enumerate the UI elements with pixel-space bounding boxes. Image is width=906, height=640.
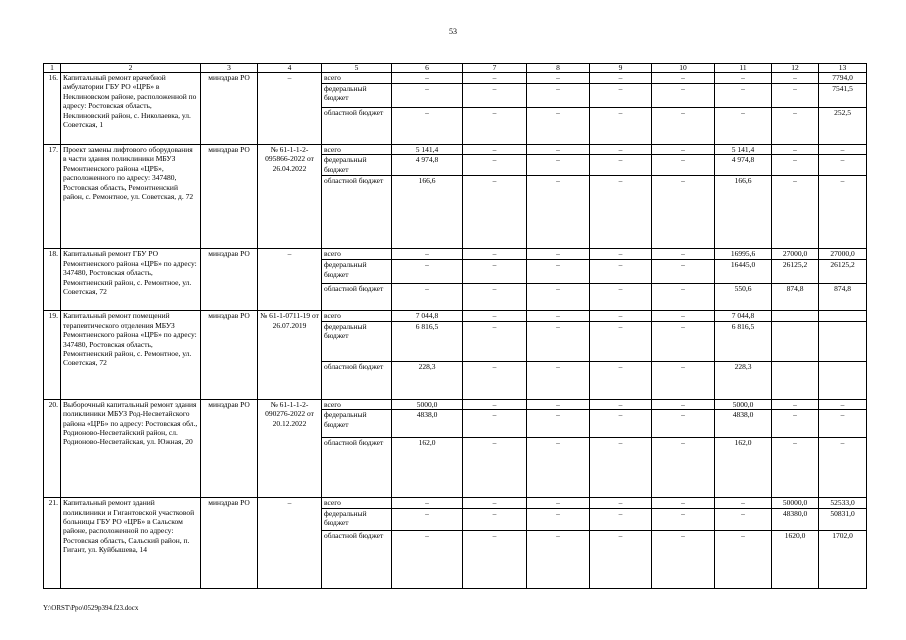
item-number: 20. xyxy=(44,399,61,497)
funding-source: федеральный бюджет xyxy=(322,321,392,361)
amount-cell: 7 044,8 xyxy=(715,311,772,321)
amount-cell: 26125,2 xyxy=(819,260,867,284)
amount-cell: – xyxy=(652,260,715,284)
amount-cell: – xyxy=(590,249,652,260)
funding-source: областной бюджет xyxy=(322,176,392,249)
amount-cell: – xyxy=(590,508,652,530)
funding-source: всего xyxy=(322,73,392,84)
amount-cell: – xyxy=(590,530,652,588)
object-name: Капитальный ремонт ГБУ РО Ремонтненского района «ЦРБ» по адресу: 347480, Ростовская область, Ремонтненский район, с. Ремонтное, ул. Советская, 72 xyxy=(61,249,201,311)
amount-cell: – xyxy=(772,176,819,249)
amount-cell: – xyxy=(590,145,652,155)
amount-cell: 7 044,8 xyxy=(392,311,463,321)
amount-cell: – xyxy=(463,155,527,176)
item-number: 16. xyxy=(44,73,61,145)
amount-cell: – xyxy=(772,145,819,155)
amount-cell: 5 141,4 xyxy=(715,145,772,155)
amount-cell: – xyxy=(392,73,463,84)
funding-source: федеральный бюджет xyxy=(322,508,392,530)
amount-cell: – xyxy=(590,284,652,311)
amount-cell: – xyxy=(463,438,527,498)
amount-cell: – xyxy=(772,155,819,176)
amount-cell: – xyxy=(527,84,590,108)
header-cell: 7 xyxy=(463,64,527,73)
amount-cell: 228,3 xyxy=(392,361,463,399)
amount-cell: 6 816,5 xyxy=(392,321,463,361)
amount-cell: – xyxy=(527,508,590,530)
page-number: 53 xyxy=(449,27,457,36)
amount-cell: 550,6 xyxy=(715,284,772,311)
item-number: 19. xyxy=(44,311,61,399)
amount-cell: – xyxy=(772,399,819,409)
object-name: Выборочный капитальный ремонт здания поликлиники МБУЗ Род-Несветайского района «ЦРБ» по адресу: Ростовская обл., Родионово-Несветайский район, сл. Родионово-Несветайская, ул. Южная, 20 xyxy=(61,399,201,497)
amount-cell: – xyxy=(463,249,527,260)
amount-cell: 1702,0 xyxy=(819,530,867,588)
object-name: Капитальный ремонт зданий поликлиники и Гигантовской участковой больницы ГБУ РО «ЦРБ» в Сальском районе, расположенной по адресу: Ростовская область, Сальский район, п. Гигант, ул. Куйбышева, 14 xyxy=(61,498,201,588)
amount-cell: – xyxy=(527,145,590,155)
table-row xyxy=(44,73,867,84)
amount-cell: – xyxy=(772,438,819,498)
item-number: 18. xyxy=(44,249,61,311)
amount-cell: – xyxy=(715,508,772,530)
amount-cell: – xyxy=(652,410,715,438)
amount-cell: – xyxy=(527,498,590,508)
amount-cell: – xyxy=(819,438,867,498)
amount-cell: – xyxy=(463,145,527,155)
amount-cell: – xyxy=(463,530,527,588)
funding-source: областной бюджет xyxy=(322,108,392,145)
amount-cell: – xyxy=(652,73,715,84)
amount-cell: 7794,0 xyxy=(819,73,867,84)
amount-cell: – xyxy=(715,73,772,84)
table-row xyxy=(44,145,867,155)
amount-cell: – xyxy=(652,438,715,498)
amount-cell: – xyxy=(819,176,867,249)
amount-cell: – xyxy=(527,438,590,498)
amount-cell: – xyxy=(652,108,715,145)
amount-cell: – xyxy=(590,361,652,399)
amount-cell xyxy=(772,321,819,361)
amount-cell: – xyxy=(819,155,867,176)
header-cell: 10 xyxy=(652,64,715,73)
amount-cell xyxy=(819,311,867,321)
header-cell: 1 xyxy=(44,64,61,73)
amount-cell xyxy=(819,321,867,361)
amount-cell: 4 974,8 xyxy=(715,155,772,176)
amount-cell: – xyxy=(527,410,590,438)
amount-cell: – xyxy=(463,108,527,145)
expertise-conclusion: – xyxy=(258,498,322,588)
amount-cell: – xyxy=(527,260,590,284)
funding-source: всего xyxy=(322,311,392,321)
amount-cell: 166,6 xyxy=(392,176,463,249)
expertise-conclusion: № 61-1-0711-19 от 26.07.2019 xyxy=(258,311,322,399)
amount-cell: – xyxy=(772,410,819,438)
amount-cell: 5000,0 xyxy=(715,399,772,409)
amount-cell: – xyxy=(590,260,652,284)
amount-cell: 6 816,5 xyxy=(715,321,772,361)
amount-cell: 166,6 xyxy=(715,176,772,249)
amount-cell: – xyxy=(590,311,652,321)
amount-cell: 50000,0 xyxy=(772,498,819,508)
responsible-org: минздрав РО xyxy=(201,73,258,145)
expertise-conclusion: № 61-1-1-2-090276-2022 от 20.12.2022 xyxy=(258,399,322,497)
amount-cell xyxy=(772,311,819,321)
amount-cell: 4838,0 xyxy=(392,410,463,438)
amount-cell: – xyxy=(652,399,715,409)
header-cell: 12 xyxy=(772,64,819,73)
amount-cell: 16445,0 xyxy=(715,260,772,284)
amount-cell: 1620,0 xyxy=(772,530,819,588)
header-cell: 8 xyxy=(527,64,590,73)
amount-cell: – xyxy=(463,361,527,399)
header-cell: 9 xyxy=(590,64,652,73)
funding-source: всего xyxy=(322,145,392,155)
amount-cell xyxy=(819,361,867,399)
column-number-header xyxy=(44,64,867,73)
expertise-conclusion: № 61-1-1-2-095866-2022 от 26.04.2022 xyxy=(258,145,322,249)
amount-cell: – xyxy=(527,155,590,176)
amount-cell: – xyxy=(819,145,867,155)
item-number: 17. xyxy=(44,145,61,249)
item-number: 21. xyxy=(44,498,61,588)
amount-cell: – xyxy=(590,176,652,249)
funding-source: всего xyxy=(322,249,392,260)
amount-cell: – xyxy=(652,284,715,311)
header-cell: 3 xyxy=(201,64,258,73)
funding-source: областной бюджет xyxy=(322,284,392,311)
amount-cell: – xyxy=(463,410,527,438)
amount-cell: – xyxy=(652,155,715,176)
amount-cell: – xyxy=(392,498,463,508)
amount-cell: – xyxy=(463,399,527,409)
funding-source: областной бюджет xyxy=(322,438,392,498)
amount-cell: 7541,5 xyxy=(819,84,867,108)
object-name: Капитальный ремонт помещений терапевтического отделения МБУЗ Ремонтненского района «ЦРБ» по адресу: 347480, Ростовская область, Ремонтненский район, с. Ремонтное, ул. Советская, 72 xyxy=(61,311,201,399)
amount-cell: – xyxy=(652,530,715,588)
amount-cell: 874,8 xyxy=(772,284,819,311)
amount-cell: 26125,2 xyxy=(772,260,819,284)
amount-cell: – xyxy=(463,498,527,508)
amount-cell: – xyxy=(652,321,715,361)
funding-source: федеральный бюджет xyxy=(322,155,392,176)
amount-cell: 52533,0 xyxy=(819,498,867,508)
object-name: Проект замены лифтового оборудования в части здания поликлиники МБУЗ Ремонтненского района «ЦРБ», расположенного по адресу: 347480, Ростовская область, Ремонтненский район, с. Ремонтное, ул. Советская, д. 72 xyxy=(61,145,201,249)
amount-cell: – xyxy=(392,284,463,311)
header-cell: 2 xyxy=(61,64,201,73)
header-cell: 6 xyxy=(392,64,463,73)
funding-source: всего xyxy=(322,498,392,508)
header-cell: 11 xyxy=(715,64,772,73)
amount-cell: 50831,0 xyxy=(819,508,867,530)
budget-table xyxy=(43,63,867,589)
responsible-org: минздрав РО xyxy=(201,498,258,588)
amount-cell: – xyxy=(590,84,652,108)
header-cell: 13 xyxy=(819,64,867,73)
amount-cell: 4838,0 xyxy=(715,410,772,438)
amount-cell: – xyxy=(463,311,527,321)
amount-cell: – xyxy=(819,410,867,438)
amount-cell: – xyxy=(652,145,715,155)
amount-cell: – xyxy=(463,260,527,284)
table-row xyxy=(44,399,867,409)
amount-cell: – xyxy=(392,530,463,588)
amount-cell: – xyxy=(652,249,715,260)
amount-cell: 5000,0 xyxy=(392,399,463,409)
amount-cell: – xyxy=(652,176,715,249)
table-row xyxy=(44,498,867,508)
amount-cell: – xyxy=(527,249,590,260)
amount-cell: – xyxy=(772,108,819,145)
table-row xyxy=(44,249,867,260)
amount-cell: – xyxy=(819,399,867,409)
amount-cell: – xyxy=(527,176,590,249)
amount-cell: – xyxy=(392,508,463,530)
amount-cell xyxy=(772,361,819,399)
amount-cell: 16995,6 xyxy=(715,249,772,260)
amount-cell: – xyxy=(652,361,715,399)
amount-cell: – xyxy=(392,249,463,260)
amount-cell: – xyxy=(527,530,590,588)
amount-cell: – xyxy=(590,498,652,508)
amount-cell: 162,0 xyxy=(392,438,463,498)
amount-cell: 4 974,8 xyxy=(392,155,463,176)
footer-file-path: Y:\ORST\Ppo\0529p394.f23.docx xyxy=(43,604,139,612)
expertise-conclusion: – xyxy=(258,249,322,311)
expertise-conclusion: – xyxy=(258,73,322,145)
funding-source: федеральный бюджет xyxy=(322,84,392,108)
responsible-org: минздрав РО xyxy=(201,399,258,497)
amount-cell: – xyxy=(527,361,590,399)
table-row xyxy=(44,311,867,321)
amount-cell: 5 141,4 xyxy=(392,145,463,155)
amount-cell: – xyxy=(527,321,590,361)
amount-cell: – xyxy=(715,498,772,508)
responsible-org: минздрав РО xyxy=(201,249,258,311)
amount-cell: 228,3 xyxy=(715,361,772,399)
amount-cell: – xyxy=(527,311,590,321)
amount-cell: 27000,0 xyxy=(819,249,867,260)
amount-cell: – xyxy=(463,284,527,311)
amount-cell: – xyxy=(652,508,715,530)
amount-cell: – xyxy=(392,260,463,284)
amount-cell: – xyxy=(772,73,819,84)
amount-cell: – xyxy=(463,84,527,108)
amount-cell: – xyxy=(590,73,652,84)
amount-cell: – xyxy=(527,284,590,311)
amount-cell: – xyxy=(715,530,772,588)
amount-cell: 252,5 xyxy=(819,108,867,145)
amount-cell: – xyxy=(527,108,590,145)
responsible-org: минздрав РО xyxy=(201,145,258,249)
amount-cell: – xyxy=(590,438,652,498)
funding-source: областной бюджет xyxy=(322,530,392,588)
amount-cell: – xyxy=(590,108,652,145)
amount-cell: – xyxy=(590,410,652,438)
amount-cell: – xyxy=(392,84,463,108)
funding-source: областной бюджет xyxy=(322,361,392,399)
funding-source: федеральный бюджет xyxy=(322,260,392,284)
amount-cell: – xyxy=(590,321,652,361)
amount-cell: – xyxy=(652,311,715,321)
amount-cell: – xyxy=(392,108,463,145)
header-cell: 4 xyxy=(258,64,322,73)
amount-cell: – xyxy=(463,508,527,530)
amount-cell: – xyxy=(463,176,527,249)
amount-cell: 27000,0 xyxy=(772,249,819,260)
object-name: Капитальный ремонт врачебной амбулатории ГБУ РО «ЦРБ» в Неклиновском районе, расположенной по адресу: Ростовская область, Неклиновский район, с. Николаевка, ул. Советская, 1 xyxy=(61,73,201,145)
amount-cell: 874,8 xyxy=(819,284,867,311)
amount-cell: – xyxy=(772,84,819,108)
amount-cell: – xyxy=(715,108,772,145)
amount-cell: – xyxy=(715,84,772,108)
amount-cell: – xyxy=(590,155,652,176)
funding-source: федеральный бюджет xyxy=(322,410,392,438)
amount-cell: – xyxy=(463,73,527,84)
header-cell: 5 xyxy=(322,64,392,73)
amount-cell: 162,0 xyxy=(715,438,772,498)
amount-cell: – xyxy=(527,399,590,409)
amount-cell: – xyxy=(590,399,652,409)
amount-cell: – xyxy=(527,73,590,84)
amount-cell: – xyxy=(652,84,715,108)
responsible-org: минздрав РО xyxy=(201,311,258,399)
amount-cell: – xyxy=(463,321,527,361)
funding-source: всего xyxy=(322,399,392,409)
amount-cell: – xyxy=(652,498,715,508)
amount-cell: 48380,0 xyxy=(772,508,819,530)
